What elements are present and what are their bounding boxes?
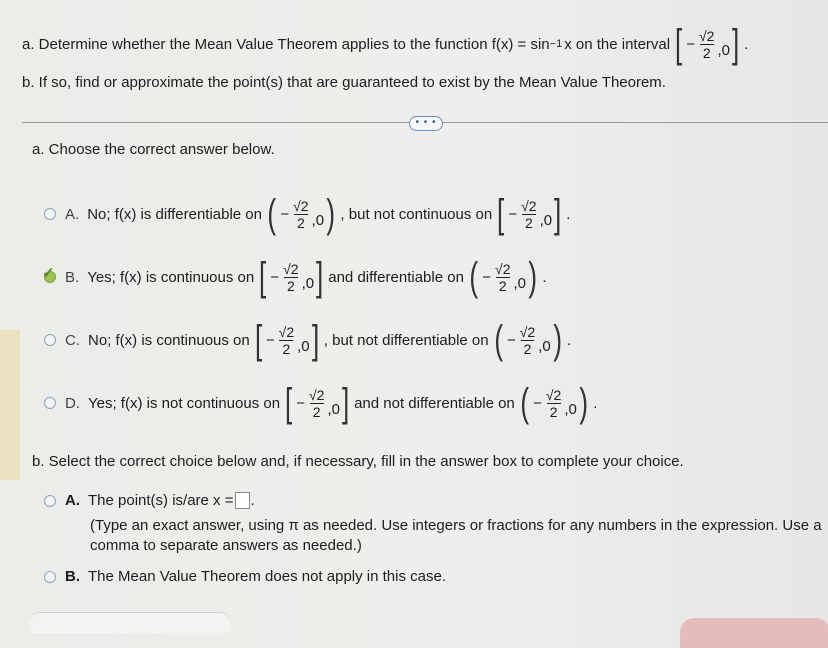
choice-letter: B. [65, 268, 80, 286]
choice-letter: B. [65, 568, 80, 585]
choice-letter: D. [65, 394, 80, 412]
choice-text: No; f(x) is continuous on [88, 331, 250, 349]
choice-letter: C. [65, 331, 80, 349]
answer-input-box[interactable] [235, 492, 250, 509]
choice-a-option[interactable]: A. No; f(x) is differentiable on ( − $\frac{√2}{2}$ ,0 ) , but not continuous on [ − $\frac{√2}{2}$ ,0 ] . [44, 194, 570, 234]
checkmark-icon: ✓ [42, 265, 55, 282]
answer-instructions [90, 516, 822, 556]
fraction-denominator: 2 [700, 44, 714, 61]
interval-open: ( − $\frac{√2}{2}$ ,0 ) [267, 192, 336, 236]
choice-b-option[interactable]: ✓ B. Yes; f(x) is continuous on [ − $\frac{√2}{2}$ ,0 ] and differentiable on ( − $\frac{√2}{2}$ ,0 ) . [42, 255, 547, 299]
choice-letter: A. [65, 205, 80, 223]
choice-text: Yes; f(x) is continuous on [87, 268, 255, 286]
choice-text-2: and not differentiable on [354, 394, 515, 412]
question-part-b: b. If so, find or approximate the point(s) that are guaranteed to exist by the Mean Value Theorem. [22, 74, 666, 91]
section-a-label: a. Choose the correct answer below. [32, 141, 275, 158]
section-b-label: b. Select the correct choice below and, if necessary, fill in the answer box to complete your choice. [32, 453, 684, 470]
choice-text: No; f(x) is differentiable on [87, 205, 262, 223]
choice-text: The point(s) is/are x = [88, 492, 234, 509]
choice-text: Yes; f(x) is not continuous on [88, 394, 281, 412]
instructions-line-2: comma to separate answers as needed.) [90, 537, 362, 554]
fraction [698, 28, 715, 61]
more-options-button[interactable]: • • • [409, 116, 443, 131]
radio-button-selected[interactable] [42, 265, 56, 283]
radio-button[interactable] [44, 495, 56, 507]
choice-b-a-option[interactable]: A. The point(s) is/are x = . [44, 492, 255, 509]
bottom-action-button[interactable] [680, 618, 828, 648]
choice-text-2: , but not differentiable on [323, 331, 489, 349]
question-a-suffix: x on the interval [564, 35, 671, 53]
choice-c-option[interactable]: C. No; f(x) is continuous on [ − $\frac{√2}{2}$ ,0 ] , but not differentiable on ( − $\frac{√2}{2}$ ,0 ) . [44, 320, 571, 360]
choice-text: The Mean Value Theorem does not apply in this case. [88, 568, 446, 585]
interval-minus: − [686, 35, 695, 53]
fraction-numerator: √2 [699, 27, 715, 44]
choice-letter: A. [65, 492, 80, 509]
bottom-panel-tab [30, 612, 230, 633]
interval-closed: [ − $\frac{√2}{2}$ ,0 ] [254, 318, 319, 362]
choice-text-2: , but not continuous on [340, 205, 493, 223]
choice-text-2: and differentiable on [328, 268, 464, 286]
interval-open: ( − $\frac{√2}{2}$ ,0 ) [469, 255, 538, 299]
instructions-line-1: (Type an exact answer, using π as needed. Use integers or fractions for any numbers in the expression. Use a [90, 517, 822, 534]
interval-open: ( − $\frac{√2}{2}$ ,0 ) [520, 381, 588, 425]
interval-closed: [ − $\frac{√2}{2}$ ,0 ] [675, 22, 740, 66]
inverse-superscript: −1 [549, 38, 563, 50]
interval-closed: [ − $\frac{√2}{2}$ ,0 ] [259, 255, 324, 299]
radio-button[interactable] [44, 571, 56, 583]
choice-d-option[interactable]: D. Yes; f(x) is not continuous on [ − $\frac{√2}{2}$ ,0 ] and not differentiable on ( − $\frac{√2}{2}$ ,0 ) . [44, 383, 597, 423]
window-edge-tint [0, 330, 20, 480]
choice-b-b-option[interactable] [44, 568, 446, 585]
interval-closed: [ − $\frac{√2}{2}$ ,0 ] [285, 381, 350, 425]
interval-open: ( − $\frac{√2}{2}$ ,0 ) [493, 318, 562, 362]
question-part-a: a. Determine whether the Mean Value Theorem applies to the function f(x) = sin −1 x on the interval [ − $\frac{√2}{2}$ ,0 ] . [22, 22, 749, 66]
interval-closed: [ − $\frac{√2}{2}$ ,0 ] [497, 192, 562, 236]
radio-button[interactable] [44, 208, 56, 220]
interval-zero: ,0 [717, 41, 730, 59]
question-a-prefix: a. Determine whether the Mean Value Theorem applies to the function f(x) = sin [22, 35, 550, 53]
radio-button[interactable] [44, 397, 56, 409]
radio-button[interactable] [44, 334, 56, 346]
